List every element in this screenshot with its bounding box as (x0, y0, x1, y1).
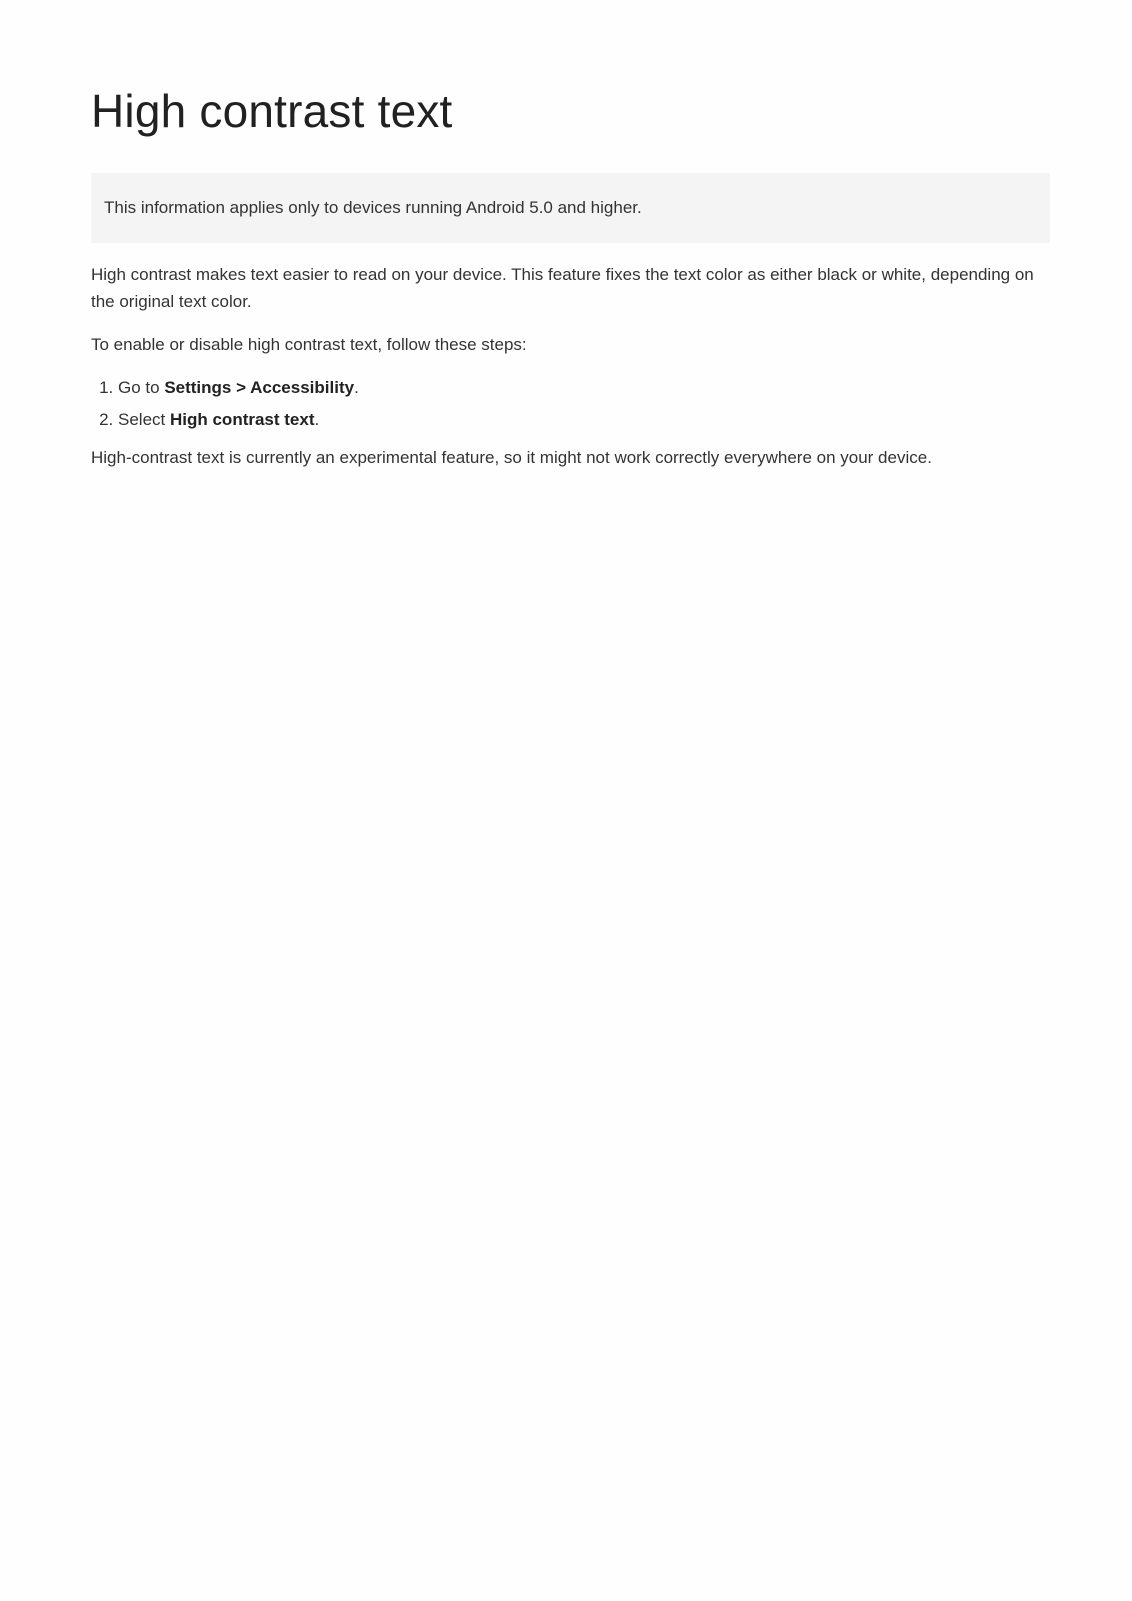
list-item (118, 374, 1041, 401)
step-suffix: . (354, 378, 359, 397)
step-prefix: Select (118, 410, 170, 429)
experimental-feature-note: High-contrast text is currently an experimental feature, so it might not work correctly everywhere on your device. (91, 448, 932, 467)
step-bold-text: High contrast text (169, 410, 315, 429)
page-title: High contrast text (91, 85, 453, 137)
list-item (118, 406, 1041, 433)
info-note-text: This information applies only to devices running Android 5.0 and higher. (104, 198, 642, 217)
step-bold-text: Settings > Accessibility (164, 378, 355, 397)
steps-list (91, 374, 1041, 433)
intro-paragraph: High contrast makes text easier to read on your device. This feature fixes the text color as either black or white, depending on the original text color. (91, 265, 1034, 311)
step-suffix: . (314, 410, 320, 429)
info-note-box (91, 173, 1050, 243)
steps-lead-paragraph: To enable or disable high contrast text, follow these steps: (91, 335, 527, 354)
step-prefix: Go to (118, 378, 165, 397)
